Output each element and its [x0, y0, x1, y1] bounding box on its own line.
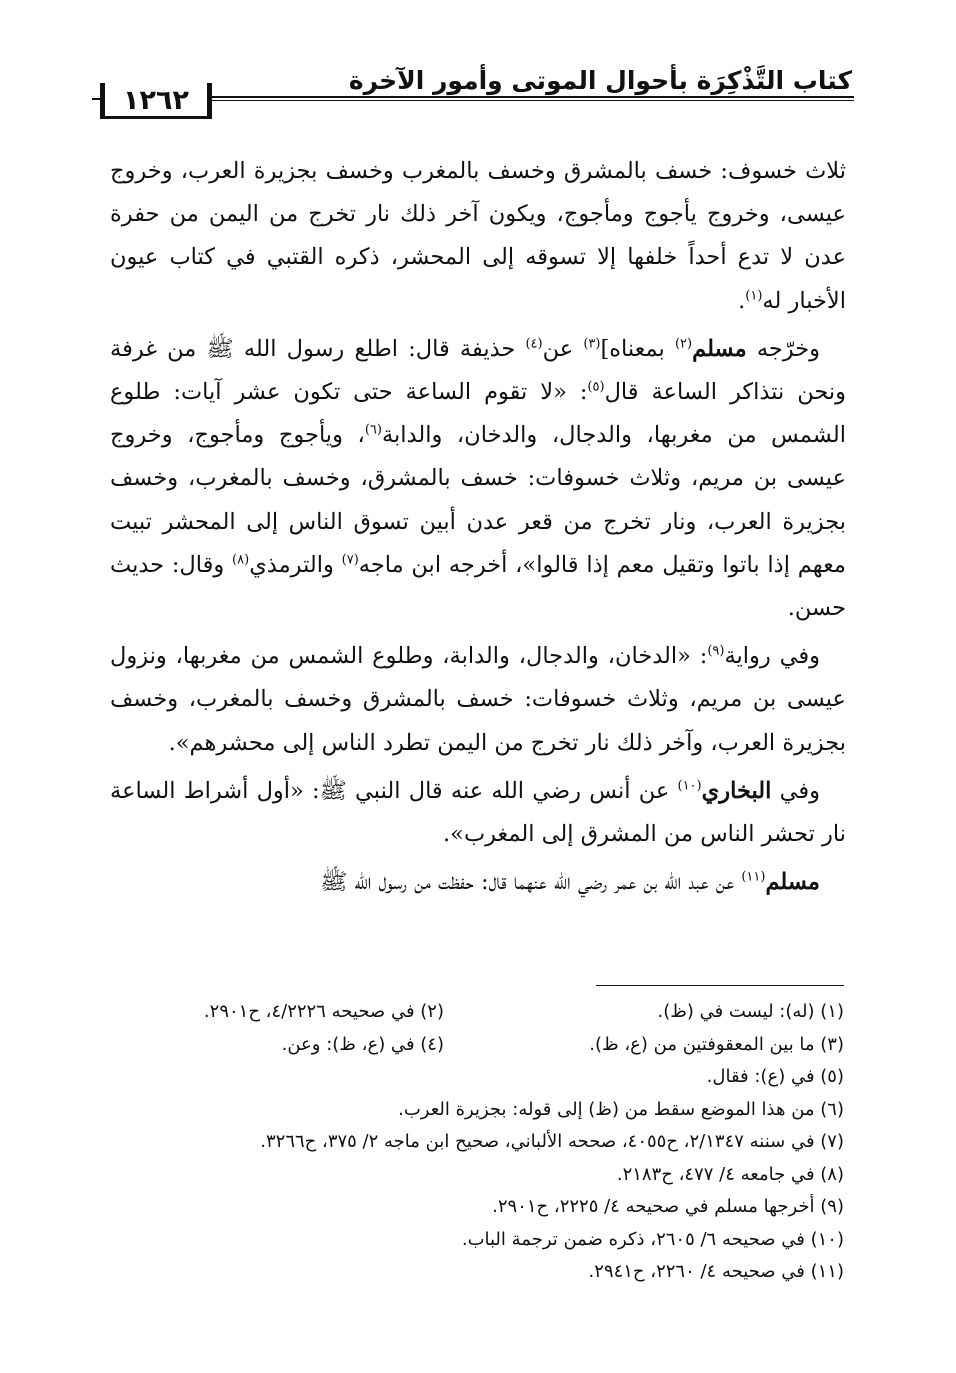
running-title: كتاب التَّذْكِرَة بأحوال الموتى وأمور الآخرة [348, 66, 852, 95]
footnote: (٥) في (ع): فقال. [706, 1066, 844, 1087]
text-run: عن أنس رضي الله عنه قال النبي ﷺ: «أول أشراط الساعة نار تحشر الناس من المشرق إلى المغرب». [110, 777, 846, 848]
footnote-row [108, 1094, 844, 1127]
footnote: (٣) ما بين المعقوفتين من (ع، ظ). [589, 1033, 844, 1055]
footnote-ref: (١١) [741, 869, 766, 885]
text-run: وفي [771, 777, 820, 804]
footnote-row [108, 1029, 844, 1062]
text-run: ثلاث خسوف: خسف بالمشرق وخسف بالمغرب وخسف بجزيرة العرب، وخروج عيسى، وخروج يأجوج ومأجوج، ويكون آخر ذلك نار تخرج من اليمن من حفرة عدن لا تدع أحداً خلفها إلا تسوقه إلى المحشر، ذكره القتبي في كتاب عيون الأخبار له [110, 158, 846, 314]
footnote: (١٠) في صحيحه ٦/ ٢٦٠٥، ذكره ضمن ترجمة الباب. [461, 1228, 844, 1250]
footnote-row [108, 1191, 844, 1224]
footnote-row [108, 1224, 844, 1257]
footnotes [108, 996, 844, 1289]
footnote-ref: (٤) [525, 336, 543, 352]
text-run: : «الدخان، والدجال، والدابة، وطلوع الشمس من مغربها، ونزول عيسى بن مريم، وثلاث خسوفات: خسف بالمشرق وخسف بالمغرب، وخسف بجزيرة العرب، وآخر ذلك نار تخرج من اليمن تطرد الناس إلى محشرهم». [110, 643, 846, 756]
footnote: (٨) في جامعه ٤/ ٤٧٧، ح٢١٨٣. [616, 1163, 844, 1185]
footnote-ref: (٦) [364, 422, 382, 438]
footnote-ref: (١٠) [677, 778, 702, 794]
text-run: وفي رواية [724, 643, 820, 670]
footnote: (١١) في صحيحه ٤/ ٢٢٦٠، ح٢٩٤١. [588, 1261, 844, 1282]
source-name: مسلم [692, 335, 747, 362]
footnote-ref: (٨) [232, 552, 250, 568]
footnote-ref: (٩) [707, 643, 725, 659]
header-rule [212, 96, 854, 98]
text-run: عن [542, 335, 584, 362]
footnote: (٢) في صحيحه ٤/٢٢٢٦، ح٢٩٠١. [203, 1001, 444, 1022]
footnote-ref: (٣) [583, 336, 601, 352]
page-header [92, 58, 854, 118]
footnote: (٧) في سننه ٢/١٣٤٧، ح٤٠٥٥، صححه الألباني، صحيح ابن ماجه ٢/ ٣٧٥، ح٣٢٦٦. [260, 1131, 844, 1152]
footnote-row [108, 1256, 844, 1289]
text-run: وخرّجه [746, 335, 820, 362]
footnote: (٤) في (ع، ظ): وعن. [281, 1033, 444, 1055]
header-rule-left [92, 98, 100, 100]
paragraph-4 [110, 770, 846, 856]
footnote-divider [596, 985, 844, 986]
header-rule-thin [212, 100, 854, 101]
footnote: (١) (له): ليست في (ظ). [657, 1001, 844, 1022]
text-run: : «لا تقوم الساعة حتى تكون عشر آيات: طلوع الشمس من مغربها، والدجال، والدخان، والدابة [110, 379, 846, 449]
footnote-row [108, 996, 844, 1029]
footnote-ref: (٢) [674, 336, 693, 352]
page-number: ١٢٦٢ [100, 83, 212, 119]
text-run: . [738, 287, 746, 314]
paragraph-5 [110, 861, 846, 904]
footnote-row [108, 1061, 844, 1094]
text-run: وقال: حديث حسن. [110, 551, 846, 622]
paragraph-2 [110, 328, 846, 630]
footnote-ref: (١) [745, 288, 763, 304]
source-name: مسلم [765, 869, 820, 896]
text-run: والترمذي [249, 551, 342, 578]
source-name: البخاري [701, 777, 772, 804]
footnote: (٦) من هذا الموضع سقط من (ظ) إلى قوله: بجزيرة العرب. [398, 1098, 844, 1120]
footnote-ref: (٥) [587, 379, 605, 395]
footnote-ref: (٧) [341, 552, 359, 568]
main-text [110, 150, 846, 909]
footnote-row [108, 1159, 844, 1192]
footnote-row [108, 1126, 844, 1159]
text-run: عن عبد الله بن عمر رضي الله عنهما قال: حفظت من رسول الله ﷺ [320, 869, 742, 896]
text-run: بمعناه] [600, 335, 675, 362]
text-run: حذيفة قال: اطلع رسول الله ﷺ من غرفة ونحن نتذاكر الساعة قال [110, 335, 846, 406]
paragraph-1 [110, 150, 846, 323]
footnote: (٩) أخرجها مسلم في صحيحه ٤/ ٢٢٢٥، ح٢٩٠١. [492, 1196, 844, 1217]
paragraph-3 [110, 635, 846, 765]
text-run: ، ويأجوج ومأجوج، وخروج عيسى بن مريم، وثلاث خسوفات: خسف بالمشرق، وخسف بالمغرب، وخسف بجزيرة العرب، ونار تخرج من قعر عدن أبين تسوق الناس إلى المحشر تبيت معهم إذا باتوا وتقيل معم إذا قالوا»، أخرجه ابن ماجه [110, 422, 846, 578]
